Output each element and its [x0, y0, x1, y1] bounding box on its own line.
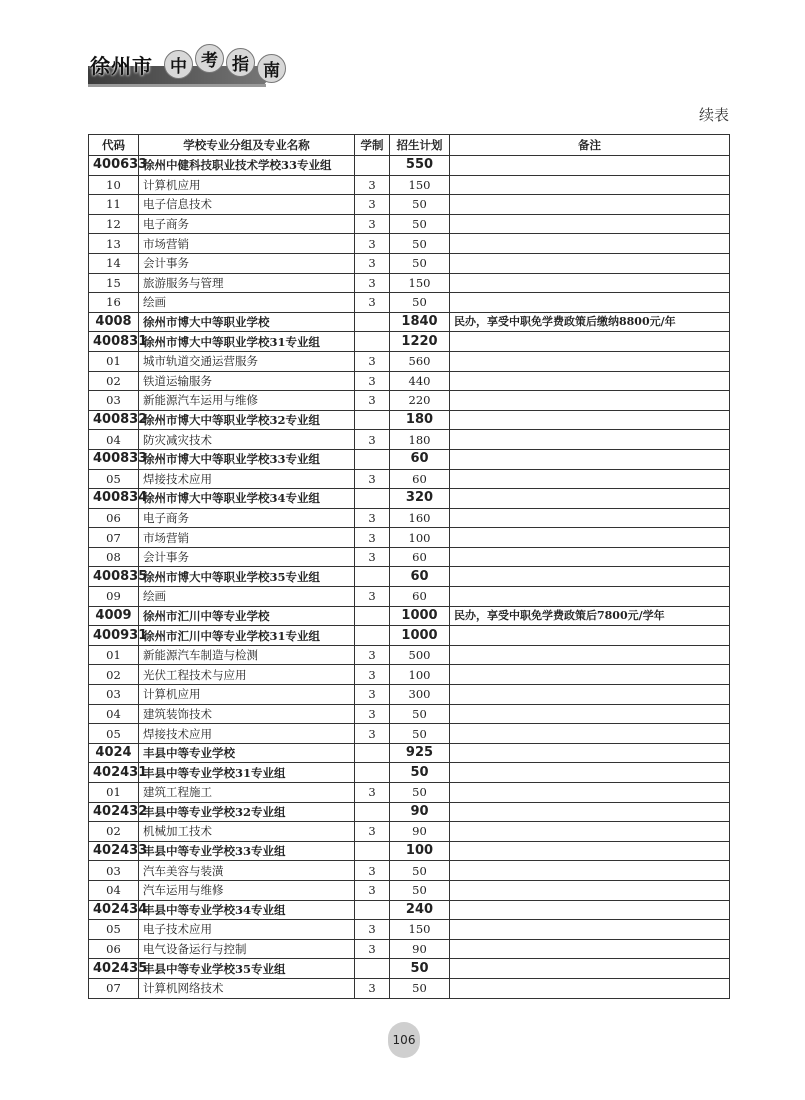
- table-row-group: [89, 802, 730, 822]
- plan-cell: 60: [390, 587, 450, 607]
- code-cell: 402435: [89, 959, 139, 979]
- code-cell: 02: [89, 665, 139, 685]
- name-cell: 丰县中等专业学校31专业组: [139, 763, 355, 783]
- code-cell: 08: [89, 547, 139, 567]
- name-cell: 电子技术应用: [139, 920, 355, 940]
- note-cell: [450, 351, 730, 371]
- table-row: [89, 665, 730, 685]
- note-cell: [450, 704, 730, 724]
- plan-cell: 560: [390, 351, 450, 371]
- plan-cell: 50: [390, 783, 450, 803]
- name-cell: 丰县中等专业学校33专业组: [139, 841, 355, 861]
- table-row: [89, 371, 730, 391]
- code-cell: 13: [89, 234, 139, 254]
- name-cell: 丰县中等专业学校35专业组: [139, 959, 355, 979]
- table-row: [89, 920, 730, 940]
- years-cell: 3: [355, 234, 390, 254]
- code-cell: 05: [89, 469, 139, 489]
- note-cell: [450, 665, 730, 685]
- plan-cell: 50: [390, 293, 450, 313]
- note-cell: [450, 685, 730, 705]
- note-cell: [450, 449, 730, 469]
- years-cell: 3: [355, 724, 390, 744]
- plan-cell: 440: [390, 371, 450, 391]
- code-cell: 06: [89, 508, 139, 528]
- plan-cell: 300: [390, 685, 450, 705]
- years-cell: 3: [355, 645, 390, 665]
- table-row: [89, 783, 730, 803]
- header-seal-4: 南: [257, 54, 286, 83]
- years-cell: [355, 312, 390, 332]
- plan-cell: 1000: [390, 626, 450, 646]
- name-cell: 计算机应用: [139, 175, 355, 195]
- name-cell: 市场营销: [139, 528, 355, 548]
- note-cell: [450, 332, 730, 352]
- years-cell: [355, 332, 390, 352]
- name-cell: 机械加工技术: [139, 822, 355, 842]
- plan-cell: 50: [390, 253, 450, 273]
- header-note: 备注: [450, 135, 730, 156]
- note-cell: [450, 430, 730, 450]
- enrollment-table: [88, 134, 730, 999]
- name-cell: 电子商务: [139, 214, 355, 234]
- years-cell: [355, 606, 390, 626]
- years-cell: [355, 626, 390, 646]
- years-cell: [355, 489, 390, 509]
- name-cell: 徐州市博大中等职业学校: [139, 312, 355, 332]
- table-row-group: [89, 841, 730, 861]
- note-cell: [450, 528, 730, 548]
- header-seal-3: 指: [226, 48, 255, 77]
- name-cell: 新能源汽车制造与检测: [139, 645, 355, 665]
- name-cell: 绘画: [139, 293, 355, 313]
- table-row: [89, 587, 730, 607]
- table-row: [89, 978, 730, 998]
- table-row: [89, 880, 730, 900]
- name-cell: 新能源汽车运用与维修: [139, 391, 355, 411]
- plan-cell: 240: [390, 900, 450, 920]
- table-row: [89, 528, 730, 548]
- note-cell: [450, 567, 730, 587]
- name-cell: 徐州市博大中等职业学校34专业组: [139, 489, 355, 509]
- note-cell: [450, 763, 730, 783]
- header-banner: [88, 44, 278, 88]
- note-cell: [450, 724, 730, 744]
- code-cell: 400833: [89, 449, 139, 469]
- years-cell: 3: [355, 371, 390, 391]
- table-row: [89, 547, 730, 567]
- table-row-group: [89, 743, 730, 763]
- name-cell: 电子信息技术: [139, 195, 355, 215]
- name-cell: 徐州市博大中等职业学校32专业组: [139, 410, 355, 430]
- note-cell: [450, 489, 730, 509]
- header-plan: 招生计划: [390, 135, 450, 156]
- code-cell: 402434: [89, 900, 139, 920]
- code-cell: 09: [89, 587, 139, 607]
- years-cell: 3: [355, 253, 390, 273]
- note-cell: [450, 587, 730, 607]
- note-cell: [450, 920, 730, 940]
- plan-cell: 50: [390, 724, 450, 744]
- note-cell: [450, 939, 730, 959]
- table-row: [89, 293, 730, 313]
- plan-cell: 60: [390, 567, 450, 587]
- name-cell: 会计事务: [139, 253, 355, 273]
- code-cell: 01: [89, 783, 139, 803]
- note-cell: [450, 645, 730, 665]
- name-cell: 徐州中健科技职业技术学校33专业组: [139, 156, 355, 176]
- years-cell: 3: [355, 430, 390, 450]
- plan-cell: 90: [390, 822, 450, 842]
- name-cell: 市场营销: [139, 234, 355, 254]
- table-row: [89, 645, 730, 665]
- name-cell: 铁道运输服务: [139, 371, 355, 391]
- table-row: [89, 351, 730, 371]
- years-cell: 3: [355, 822, 390, 842]
- note-cell: [450, 469, 730, 489]
- name-cell: 计算机网络技术: [139, 978, 355, 998]
- code-cell: 03: [89, 861, 139, 881]
- name-cell: 防灾减灾技术: [139, 430, 355, 450]
- code-cell: 402433: [89, 841, 139, 861]
- plan-cell: 100: [390, 665, 450, 685]
- years-cell: [355, 156, 390, 176]
- code-cell: 02: [89, 371, 139, 391]
- table-row: [89, 273, 730, 293]
- years-cell: [355, 449, 390, 469]
- note-cell: [450, 371, 730, 391]
- name-cell: 城市轨道交通运营服务: [139, 351, 355, 371]
- header-seals: [164, 44, 286, 83]
- plan-cell: 50: [390, 959, 450, 979]
- note-cell: [450, 253, 730, 273]
- note-cell: [450, 175, 730, 195]
- code-cell: 15: [89, 273, 139, 293]
- name-cell: 汽车运用与维修: [139, 880, 355, 900]
- plan-cell: 180: [390, 410, 450, 430]
- table-row-group: [89, 449, 730, 469]
- plan-cell: 50: [390, 214, 450, 234]
- name-cell: 会计事务: [139, 547, 355, 567]
- name-cell: 丰县中等专业学校32专业组: [139, 802, 355, 822]
- table-row-group: [89, 312, 730, 332]
- code-cell: 05: [89, 920, 139, 940]
- plan-cell: 180: [390, 430, 450, 450]
- header-seal-1: 中: [164, 50, 193, 79]
- table-body: [89, 156, 730, 999]
- code-cell: 07: [89, 978, 139, 998]
- table-row: [89, 175, 730, 195]
- name-cell: 焊接技术应用: [139, 724, 355, 744]
- years-cell: 3: [355, 978, 390, 998]
- plan-cell: 550: [390, 156, 450, 176]
- table-row-group: [89, 156, 730, 176]
- years-cell: 3: [355, 547, 390, 567]
- table-row: [89, 939, 730, 959]
- code-cell: 02: [89, 822, 139, 842]
- plan-cell: 50: [390, 234, 450, 254]
- header-name: 学校专业分组及专业名称: [139, 135, 355, 156]
- note-cell: [450, 508, 730, 528]
- note-cell: [450, 214, 730, 234]
- years-cell: 3: [355, 273, 390, 293]
- years-cell: 3: [355, 175, 390, 195]
- years-cell: [355, 900, 390, 920]
- note-cell: [450, 783, 730, 803]
- code-cell: 12: [89, 214, 139, 234]
- table-row: [89, 234, 730, 254]
- table-row-group: [89, 332, 730, 352]
- table-row: [89, 724, 730, 744]
- years-cell: 3: [355, 587, 390, 607]
- plan-cell: 925: [390, 743, 450, 763]
- table-row: [89, 469, 730, 489]
- table-row-group: [89, 900, 730, 920]
- plan-cell: 60: [390, 449, 450, 469]
- header-years: 学制: [355, 135, 390, 156]
- code-cell: 11: [89, 195, 139, 215]
- years-cell: 3: [355, 783, 390, 803]
- table-row: [89, 214, 730, 234]
- note-cell: [450, 195, 730, 215]
- table-row: [89, 253, 730, 273]
- years-cell: 3: [355, 508, 390, 528]
- years-cell: 3: [355, 939, 390, 959]
- code-cell: 402432: [89, 802, 139, 822]
- code-cell: 04: [89, 430, 139, 450]
- years-cell: [355, 567, 390, 587]
- name-cell: 徐州市博大中等职业学校33专业组: [139, 449, 355, 469]
- note-cell: [450, 861, 730, 881]
- name-cell: 汽车美容与装潢: [139, 861, 355, 881]
- code-cell: 16: [89, 293, 139, 313]
- years-cell: 3: [355, 293, 390, 313]
- plan-cell: 220: [390, 391, 450, 411]
- code-cell: 10: [89, 175, 139, 195]
- years-cell: 3: [355, 195, 390, 215]
- years-cell: 3: [355, 665, 390, 685]
- code-cell: 05: [89, 724, 139, 744]
- code-cell: 400633: [89, 156, 139, 176]
- name-cell: 旅游服务与管理: [139, 273, 355, 293]
- plan-cell: 50: [390, 861, 450, 881]
- name-cell: 建筑工程施工: [139, 783, 355, 803]
- header-seal-2: 考: [195, 44, 224, 73]
- table-row: [89, 391, 730, 411]
- code-cell: 400835: [89, 567, 139, 587]
- plan-cell: 90: [390, 802, 450, 822]
- years-cell: 3: [355, 704, 390, 724]
- name-cell: 丰县中等专业学校34专业组: [139, 900, 355, 920]
- note-cell: [450, 234, 730, 254]
- name-cell: 计算机应用: [139, 685, 355, 705]
- years-cell: 3: [355, 351, 390, 371]
- name-cell: 电子商务: [139, 508, 355, 528]
- code-cell: 4024: [89, 743, 139, 763]
- plan-cell: 50: [390, 704, 450, 724]
- table-row: [89, 195, 730, 215]
- table-row-group: [89, 763, 730, 783]
- header-ribbon-underline: [88, 84, 266, 87]
- table-row: [89, 508, 730, 528]
- code-cell: 04: [89, 704, 139, 724]
- table-row: [89, 861, 730, 881]
- code-cell: 06: [89, 939, 139, 959]
- years-cell: 3: [355, 920, 390, 940]
- table-row-group: [89, 626, 730, 646]
- note-cell: [450, 410, 730, 430]
- note-cell: [450, 626, 730, 646]
- note-cell: [450, 743, 730, 763]
- note-cell: [450, 841, 730, 861]
- note-cell: [450, 959, 730, 979]
- note-cell: [450, 802, 730, 822]
- plan-cell: 1220: [390, 332, 450, 352]
- code-cell: 01: [89, 351, 139, 371]
- header-city: 徐州市: [90, 54, 153, 78]
- name-cell: 电气设备运行与控制: [139, 939, 355, 959]
- plan-cell: 60: [390, 469, 450, 489]
- years-cell: [355, 802, 390, 822]
- header-code: 代码: [89, 135, 139, 156]
- plan-cell: 500: [390, 645, 450, 665]
- name-cell: 徐州市博大中等职业学校31专业组: [139, 332, 355, 352]
- table-row: [89, 704, 730, 724]
- years-cell: [355, 763, 390, 783]
- note-cell: [450, 880, 730, 900]
- name-cell: 焊接技术应用: [139, 469, 355, 489]
- note-cell: [450, 900, 730, 920]
- years-cell: [355, 410, 390, 430]
- plan-cell: 50: [390, 195, 450, 215]
- table-row: [89, 430, 730, 450]
- years-cell: [355, 841, 390, 861]
- name-cell: 光伏工程技术与应用: [139, 665, 355, 685]
- years-cell: 3: [355, 528, 390, 548]
- note-cell: [450, 822, 730, 842]
- years-cell: 3: [355, 214, 390, 234]
- code-cell: 03: [89, 685, 139, 705]
- name-cell: 徐州市博大中等职业学校35专业组: [139, 567, 355, 587]
- note-cell: [450, 273, 730, 293]
- code-cell: 03: [89, 391, 139, 411]
- table-row-group: [89, 959, 730, 979]
- code-cell: 400832: [89, 410, 139, 430]
- table-row-group: [89, 410, 730, 430]
- note-cell: [450, 547, 730, 567]
- table-row-group: [89, 489, 730, 509]
- years-cell: 3: [355, 685, 390, 705]
- note-cell: [450, 391, 730, 411]
- years-cell: 3: [355, 391, 390, 411]
- plan-cell: 150: [390, 175, 450, 195]
- plan-cell: 1840: [390, 312, 450, 332]
- page-number: 106: [388, 1022, 420, 1058]
- code-cell: 01: [89, 645, 139, 665]
- code-cell: 07: [89, 528, 139, 548]
- note-cell: [450, 293, 730, 313]
- note-cell: [450, 978, 730, 998]
- code-cell: 400834: [89, 489, 139, 509]
- code-cell: 402431: [89, 763, 139, 783]
- name-cell: 建筑装饰技术: [139, 704, 355, 724]
- table-row: [89, 685, 730, 705]
- table-row-group: [89, 606, 730, 626]
- code-cell: 400831: [89, 332, 139, 352]
- table-row-group: [89, 567, 730, 587]
- code-cell: 400931: [89, 626, 139, 646]
- plan-cell: 160: [390, 508, 450, 528]
- years-cell: [355, 743, 390, 763]
- plan-cell: 50: [390, 763, 450, 783]
- name-cell: 徐州市汇川中等专业学校: [139, 606, 355, 626]
- note-cell: 民办，享受中职免学费政策后缴纳8800元/年: [450, 312, 730, 332]
- code-cell: 4008: [89, 312, 139, 332]
- plan-cell: 50: [390, 978, 450, 998]
- table-header-row: [89, 135, 730, 156]
- note-cell: 民办，享受中职免学费政策后7800元/学年: [450, 606, 730, 626]
- plan-cell: 100: [390, 528, 450, 548]
- name-cell: 徐州市汇川中等专业学校31专业组: [139, 626, 355, 646]
- code-cell: 04: [89, 880, 139, 900]
- plan-cell: 1000: [390, 606, 450, 626]
- name-cell: 丰县中等专业学校: [139, 743, 355, 763]
- name-cell: 绘画: [139, 587, 355, 607]
- code-cell: 14: [89, 253, 139, 273]
- note-cell: [450, 156, 730, 176]
- plan-cell: 60: [390, 547, 450, 567]
- continued-label: 续表: [698, 106, 729, 124]
- plan-cell: 150: [390, 920, 450, 940]
- plan-cell: 90: [390, 939, 450, 959]
- years-cell: 3: [355, 861, 390, 881]
- years-cell: 3: [355, 880, 390, 900]
- plan-cell: 150: [390, 273, 450, 293]
- table-row: [89, 822, 730, 842]
- code-cell: 4009: [89, 606, 139, 626]
- years-cell: [355, 959, 390, 979]
- plan-cell: 320: [390, 489, 450, 509]
- plan-cell: 100: [390, 841, 450, 861]
- years-cell: 3: [355, 469, 390, 489]
- plan-cell: 50: [390, 880, 450, 900]
